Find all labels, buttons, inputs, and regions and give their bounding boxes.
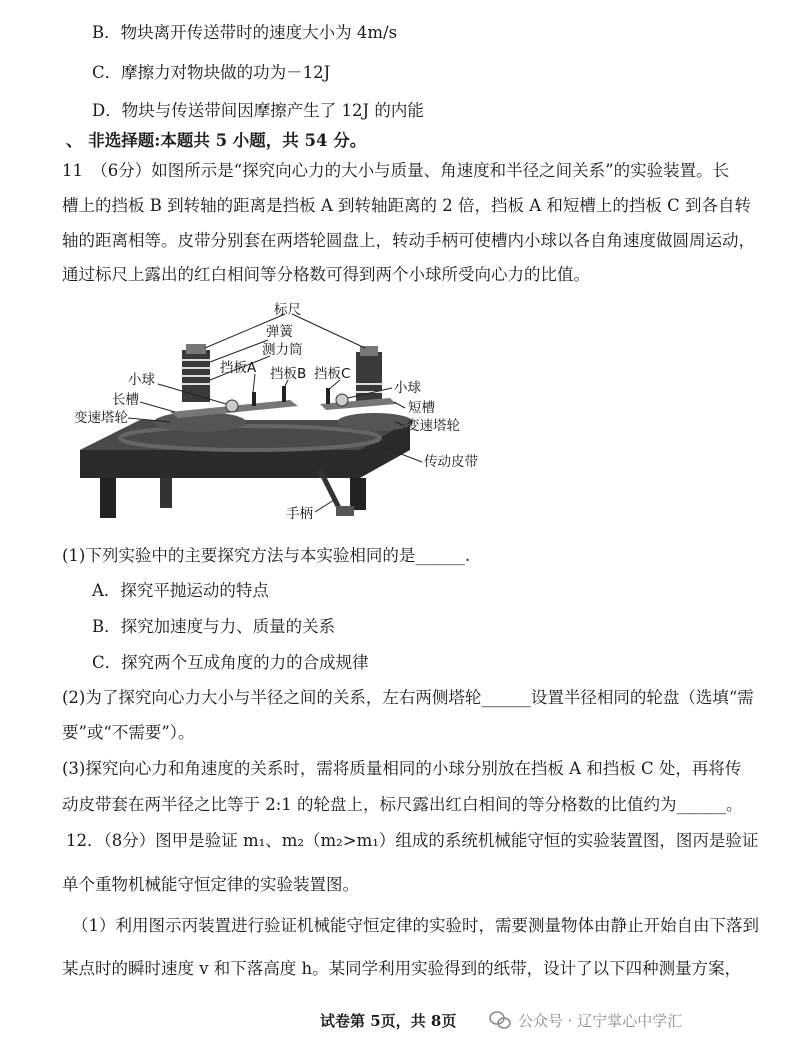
q11-line-2: 槽上的挡板 B 到转轴的距离是挡板 A 到转轴距离的 2 倍，挡板 A 和短槽上的挡板 C 到各自转 xyxy=(62,196,752,215)
label-changcao: 长槽 xyxy=(112,392,139,408)
q11-option-a: A．探究平抛运动的特点 xyxy=(92,581,269,600)
section-heading: 、 非选择题:本题共 5 小题，共 54 分。 xyxy=(66,131,367,150)
left-ball xyxy=(226,400,238,412)
q11-part-3-line-1: (3)探究向心力和角速度的关系时，需将质量相同的小球分别放在挡板 A 和挡板 C 处，再将传 xyxy=(62,759,742,778)
centripetal-force-apparatus-figure xyxy=(60,300,490,530)
q12-line-1: 12．（8分）图甲是验证 m₁、m₂（m₂>m₁）组成的系统机械能守恒的实验装置图，图丙是验证 xyxy=(66,831,759,850)
q11-option-b: B．探究加速度与力、质量的关系 xyxy=(92,617,336,636)
q12-line-3: （1）利用图示丙装置进行验证机械能守恒定律的实验时，需要测量物体由静止开始自由下落到 xyxy=(72,916,759,935)
q11-part-3-line-2: 动皮带套在两半径之比等于 2:1 的轮盘上，标尺露出红白相间的等分格数的比值约为______。 xyxy=(62,795,743,814)
q12-line-2: 单个重物机械能守恒定律的实验装置图。 xyxy=(62,875,359,894)
q11-part-1: (1)下列实验中的主要探究方法与本实验相同的是______. xyxy=(62,546,471,565)
label-tanhuang: 弹簧 xyxy=(266,324,293,340)
page-footer: 试卷第 5页，共 8页 xyxy=(320,1012,457,1030)
label-xiaoqiu-left: 小球 xyxy=(128,372,155,388)
q12-line-4: 某点时的瞬时速度 v 和下落高度 h。某同学利用实验得到的纸带，设计了以下四种测量方案， xyxy=(62,959,742,978)
q11-part-2-line-1: (2)为了探究向心力大小与半径之间的关系，左右两侧塔轮______设置半径相同的轮盘（选填“需 xyxy=(62,688,754,707)
label-xiaoqiu-right: 小球 xyxy=(394,380,421,396)
right-force-cylinder xyxy=(356,352,382,402)
option-b: B．物块离开传送带时的速度大小为 4m/s xyxy=(92,23,398,42)
label-bianshu-right: 变速塔轮 xyxy=(406,418,460,434)
label-dangban-a: 挡板A xyxy=(220,360,257,376)
q11-option-c: C．探究两个互成角度的力的合成规律 xyxy=(92,653,369,672)
label-bianshu-left: 变速塔轮 xyxy=(74,410,128,426)
label-chuandong: 传动皮带 xyxy=(424,454,478,470)
wechat-icon xyxy=(488,1008,512,1032)
label-duancao: 短槽 xyxy=(408,400,435,416)
q11-line-4: 通过标尺上露出的红白相间等分格数可得到两个小球所受向心力的比值。 xyxy=(62,265,590,284)
label-dangban-c: 挡板C xyxy=(314,366,351,382)
option-c: C．摩擦力对物块做的功为－12J xyxy=(92,63,331,82)
right-tower-wheel xyxy=(337,413,413,431)
label-biaochi: 标尺 xyxy=(274,302,301,318)
label-shoubing: 手柄 xyxy=(286,506,313,522)
q11-line-3: 轴的距离相等。皮带分别套在两塔轮圆盘上，转动手柄可使槽内小球以各自角速度做圆周运动， xyxy=(62,231,755,250)
label-dangban-b: 挡板B xyxy=(270,366,307,382)
option-d: D．物块与传送带间因摩擦产生了 12J 的内能 xyxy=(92,101,424,120)
q11-line-1: 11 （6分）如图所示是“探究向心力的大小与质量、角速度和半径之间关系”的实验装置。长 xyxy=(62,161,730,180)
q11-part-2-line-2: 要”或“不需要”）。 xyxy=(62,723,195,742)
watermark-text: 公众号 · 辽宁掌心中学汇 xyxy=(518,1011,683,1030)
watermark xyxy=(488,1008,682,1032)
right-ball xyxy=(336,394,348,406)
label-celitong: 测力筒 xyxy=(262,342,303,358)
